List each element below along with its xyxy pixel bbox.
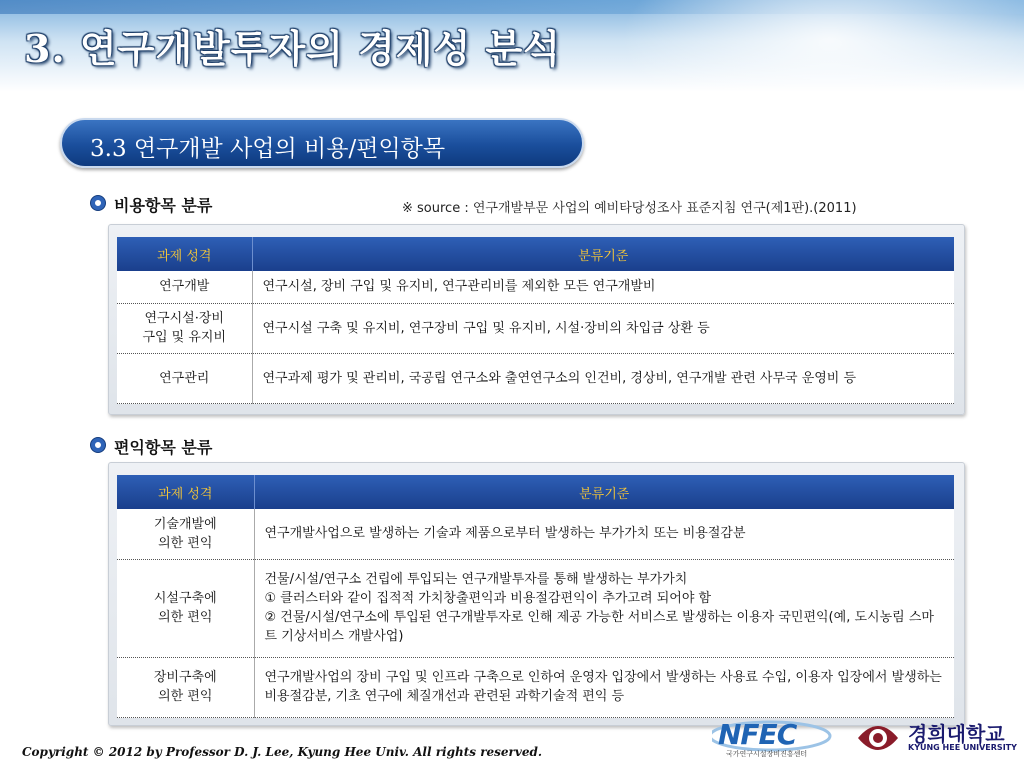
row-category xyxy=(117,509,254,559)
row-category-line: 기술개발에 xyxy=(153,516,217,532)
khu-seal-icon xyxy=(854,718,902,758)
row-description xyxy=(254,657,954,717)
khu-logo-name: 경희대학교 xyxy=(908,722,1005,746)
benefit-table xyxy=(117,475,954,718)
row-category-line: 의한 편익 xyxy=(158,689,213,704)
row-description-line: ① 클러스터와 같이 집적적 가치창출편익과 비용절감편익이 추가고려 되어야 함 xyxy=(264,591,712,606)
cost-section-heading: 비용항목 분류 xyxy=(114,196,213,215)
row-description-line: 건물/시설/연구소 건립에 투입되는 연구개발투자를 통해 발생하는 부가가치 xyxy=(264,572,688,587)
cost-table-body xyxy=(117,271,954,403)
row-description-line: 연구개발사업으로 발생하는 기술과 제품으로부터 발생하는 부가가치 또는 비용절감분 xyxy=(264,526,746,542)
column-header-category: 과제 성격 xyxy=(117,237,252,271)
subtitle-text: 3.3 연구개발 사업의 비용/편익항목 xyxy=(90,136,446,162)
row-category-line: 시설구축에 xyxy=(153,591,217,606)
bullet-icon xyxy=(91,438,105,452)
row-category-line: 장비구축에 xyxy=(153,670,217,685)
row-category xyxy=(117,303,252,353)
table-header-row xyxy=(117,475,954,509)
table-header-row xyxy=(117,237,954,271)
table-row xyxy=(117,271,954,303)
source-note: ※ source : 연구개발부문 사업의 예비타당성조사 표준지침 연구(제1판).(2011) xyxy=(402,201,857,216)
benefit-table-body xyxy=(117,509,954,717)
khu-logo-english: KYUNG HEE UNIVERSITY xyxy=(908,743,1017,752)
row-category xyxy=(117,353,252,403)
khu-logo xyxy=(852,716,1020,764)
bullet-icon xyxy=(91,196,105,210)
row-category-line: 의한 편익 xyxy=(158,610,213,625)
copyright-text: Copyright © 2012 by Professor D. J. Lee, Kyung Hee Univ. All rights reserved. xyxy=(22,745,543,759)
row-category xyxy=(117,271,252,303)
nfec-logo-text: NFEC xyxy=(718,718,797,751)
row-description-line: 연구개발사업의 장비 구입 및 인프라 구축으로 인하여 운영자 입장에서 발생하는 사용료 수입, 이용자 입장에서 발생하는 비용절감분, 기초 연구에 체질개선과 관련된 과학기술적 편익 등 xyxy=(264,670,942,704)
row-category-line: 연구개발 xyxy=(159,279,210,295)
table-row xyxy=(117,353,954,403)
column-header-criteria: 분류기준 xyxy=(252,237,954,271)
row-description xyxy=(254,509,954,559)
row-description xyxy=(254,559,954,657)
benefit-section-heading: 편익항목 분류 xyxy=(114,438,213,457)
row-description-line: 연구시설 구축 및 유지비, 연구장비 구입 및 유지비, 시설·장비의 차입금 상환 등 xyxy=(262,320,710,336)
row-category xyxy=(117,657,254,717)
table-row xyxy=(117,657,954,717)
nfec-logo-subtext: 국가연구시설장비진흥센터 xyxy=(726,750,808,758)
header-glow xyxy=(620,0,1024,92)
row-description-line: ② 건물/시설/연구소에 투입된 연구개발투자로 인해 제공 가능한 서비스로 발생하는 이용자 국민편익(예, 도시농림 스마트 기상서비스 개발사업) xyxy=(264,610,934,644)
column-header-category: 과제 성격 xyxy=(117,475,254,509)
row-description-line: 연구과제 평가 및 관리비, 국공립 연구소와 출연연구소의 인건비, 경상비, 연구개발 관련 사무국 운영비 등 xyxy=(262,370,857,386)
cost-table xyxy=(117,237,954,404)
column-header-criteria: 분류기준 xyxy=(254,475,954,509)
row-category-line: 의한 편익 xyxy=(158,535,213,551)
slide-title: 3. 연구개발투자의 경제성 분석 xyxy=(24,26,561,71)
row-category xyxy=(117,559,254,657)
row-description-line: 연구시설, 장비 구입 및 유지비, 연구관리비를 제외한 모든 연구개발비 xyxy=(262,279,656,295)
table-row xyxy=(117,559,954,657)
header-band xyxy=(0,0,1024,92)
nfec-logo xyxy=(712,718,844,764)
subtitle-banner xyxy=(60,118,584,168)
row-category-line: 연구시설·장비 xyxy=(144,311,224,326)
row-description xyxy=(252,353,954,403)
row-category-line: 구입 및 유지비 xyxy=(142,330,227,345)
row-description xyxy=(252,303,954,353)
row-description xyxy=(252,271,954,303)
table-row xyxy=(117,509,954,559)
row-category-line: 연구관리 xyxy=(159,370,210,386)
table-row xyxy=(117,303,954,353)
